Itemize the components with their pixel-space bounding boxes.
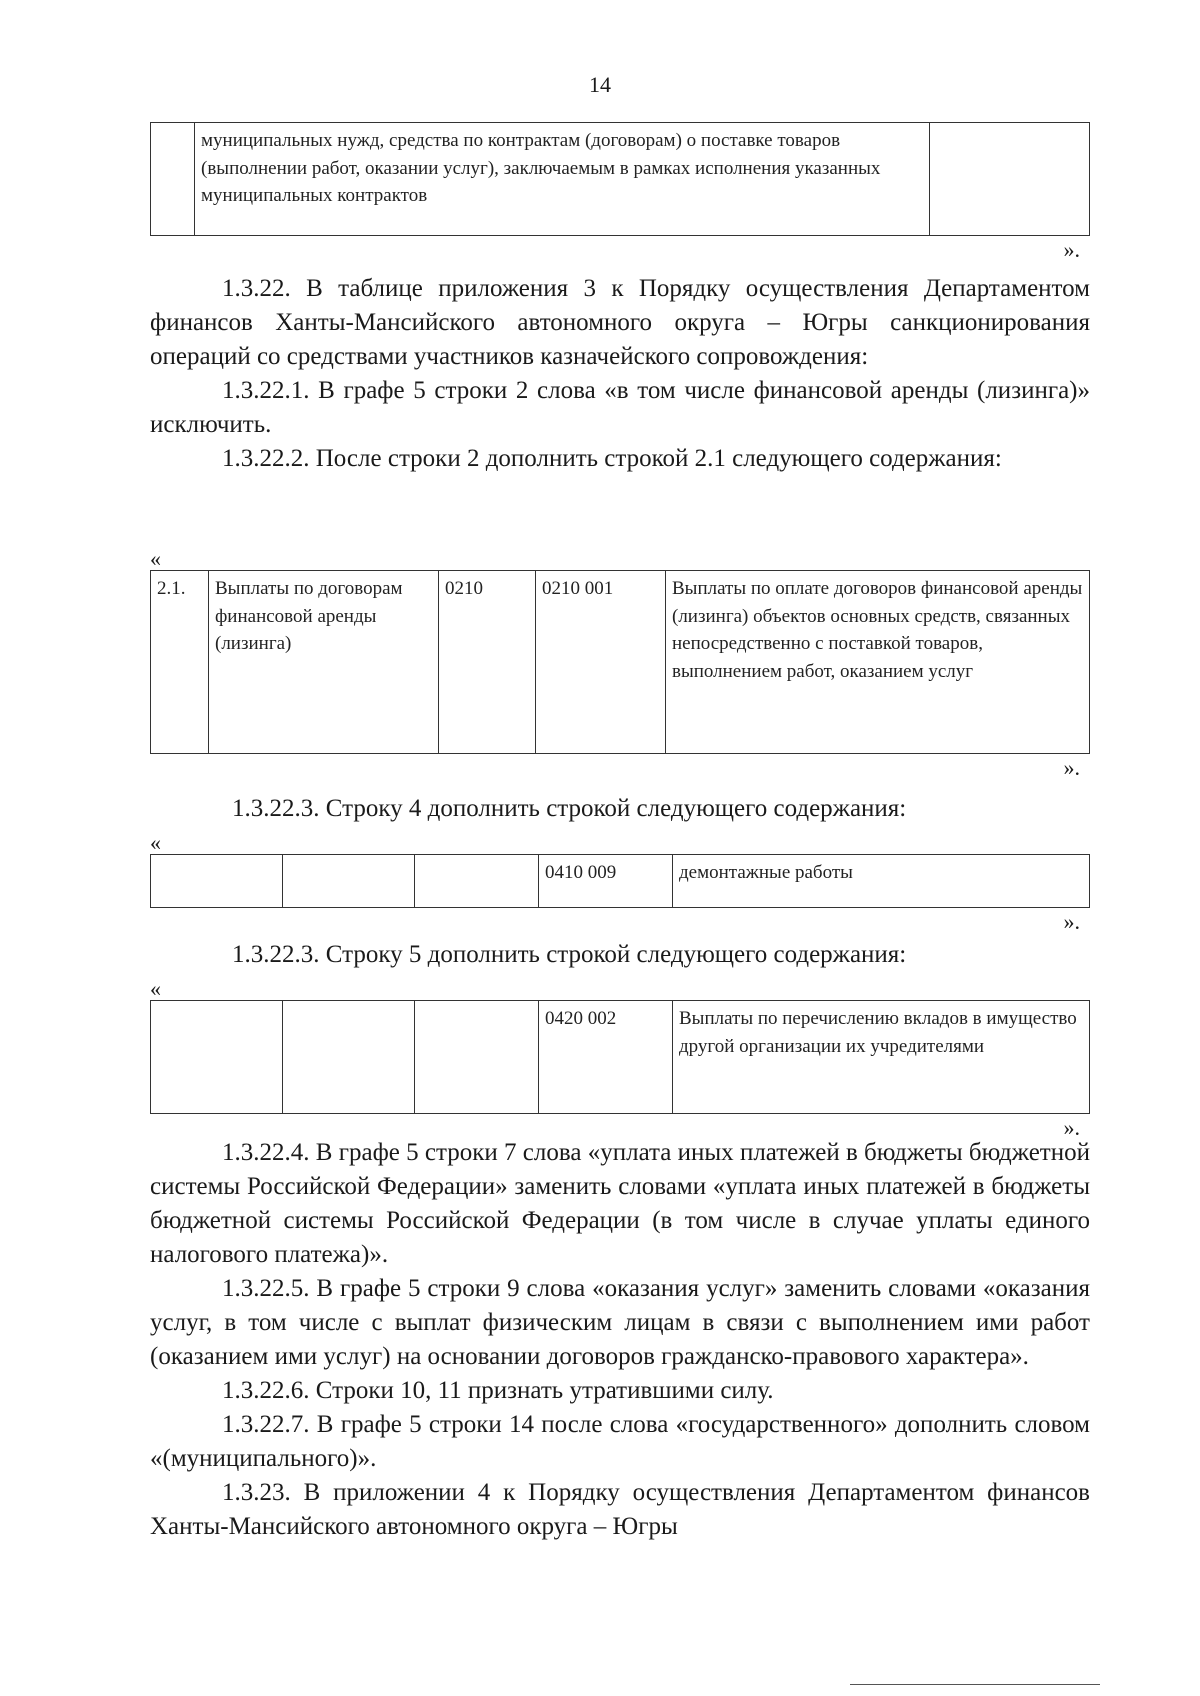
table-row — [151, 123, 1090, 236]
table-cell: Выплаты по перечислению вкладов в имущество другой организации их учредителями — [673, 1001, 1090, 1114]
page-number: 14 — [589, 72, 611, 97]
close-quote: ». — [1063, 755, 1080, 780]
table-cell: 0210 001 — [536, 571, 666, 754]
paragraph: 1.3.22.6. Строки 10, 11 признать утратившими силу. — [222, 1377, 774, 1404]
bottom-rule — [850, 1684, 1100, 1685]
table-2-1-block — [150, 548, 1090, 782]
table-cell: Выплаты по договорам финансовой аренды (лизинга) — [209, 571, 439, 754]
paragraph: 1.3.22.3. Строку 5 дополнить строкой следующего содержания: — [232, 941, 907, 968]
row4-block — [150, 792, 1090, 936]
amendment-table-row5 — [150, 1000, 1090, 1114]
table-cell: 0210 — [439, 571, 536, 754]
paragraph-group-2 — [150, 1136, 1090, 1544]
amendment-table-2-1 — [150, 570, 1090, 754]
top-table-block — [150, 122, 1090, 264]
paragraph-group-1 — [150, 272, 1090, 476]
open-quote: « — [150, 830, 161, 855]
paragraph: 1.3.22.2. После строки 2 дополнить строкой 2.1 следующего содержания: — [222, 445, 1002, 472]
amendment-table-row4 — [150, 854, 1090, 908]
table-row — [151, 1001, 1090, 1114]
paragraph: 1.3.22.1. В графе 5 строки 2 слова «в том числе финансовой аренды (лизинга)» исключить. — [150, 377, 1090, 438]
paragraph: 1.3.22.3. Строку 4 дополнить строкой следующего содержания: — [232, 795, 907, 822]
close-quote: ». — [1063, 237, 1080, 262]
table-cell: 2.1. — [151, 571, 209, 754]
table-cell: демонтажные работы — [673, 855, 1090, 908]
row5-block — [150, 938, 1090, 1142]
open-quote: « — [150, 546, 161, 571]
paragraph: 1.3.23. В приложении 4 к Порядку осуществления Департаментом финансов Ханты-Мансийского автономного округа – Югры — [150, 1479, 1090, 1540]
table-row — [151, 571, 1090, 754]
paragraph: 1.3.22.4. В графе 5 строки 7 слова «уплата иных платежей в бюджеты бюджетной системы Российской Федерации» заменить словами «уплата иных платежей в бюджеты бюджетной системы Российской Федерации (в том числе в случае уплаты единого налогового платежа)». — [150, 1139, 1090, 1268]
paragraph: 1.3.22.5. В графе 5 строки 9 слова «оказания услуг» заменить словами «оказания услуг, в том числе с выплат физическим лицам в связи с выполнением ими работ (оказанием ими услуг) на основании договоров гражданско-правового характера». — [150, 1275, 1090, 1370]
table-cell: 0420 002 — [539, 1001, 673, 1114]
table-cell: Выплаты по оплате договоров финансовой аренды (лизинга) объектов основных средств, связанных непосредственно с поставкой товаров, выполнением работ, оказанием услуг — [666, 571, 1090, 754]
table-cell: 0410 009 — [539, 855, 673, 908]
continuation-table — [150, 122, 1090, 236]
paragraph: 1.3.22.7. В графе 5 строки 14 после слова «государственного» дополнить словом «(муниципального)». — [150, 1411, 1090, 1472]
open-quote: « — [150, 976, 161, 1001]
table-row — [151, 855, 1090, 908]
paragraph: 1.3.22. В таблице приложения 3 к Порядку осуществления Департаментом финансов Ханты-Мансийского автономного округа – Югры санкционирования операций со средствами участников казначейского сопровождения: — [150, 275, 1090, 370]
close-quote: ». — [1063, 1115, 1080, 1140]
table-cell: муниципальных нужд, средства по контрактам (договорам) о поставке товаров (выполнении работ, оказании услуг), заключаемым в рамках исполнения указанных муниципальных контрактов — [195, 123, 930, 236]
close-quote: ». — [1063, 909, 1080, 934]
